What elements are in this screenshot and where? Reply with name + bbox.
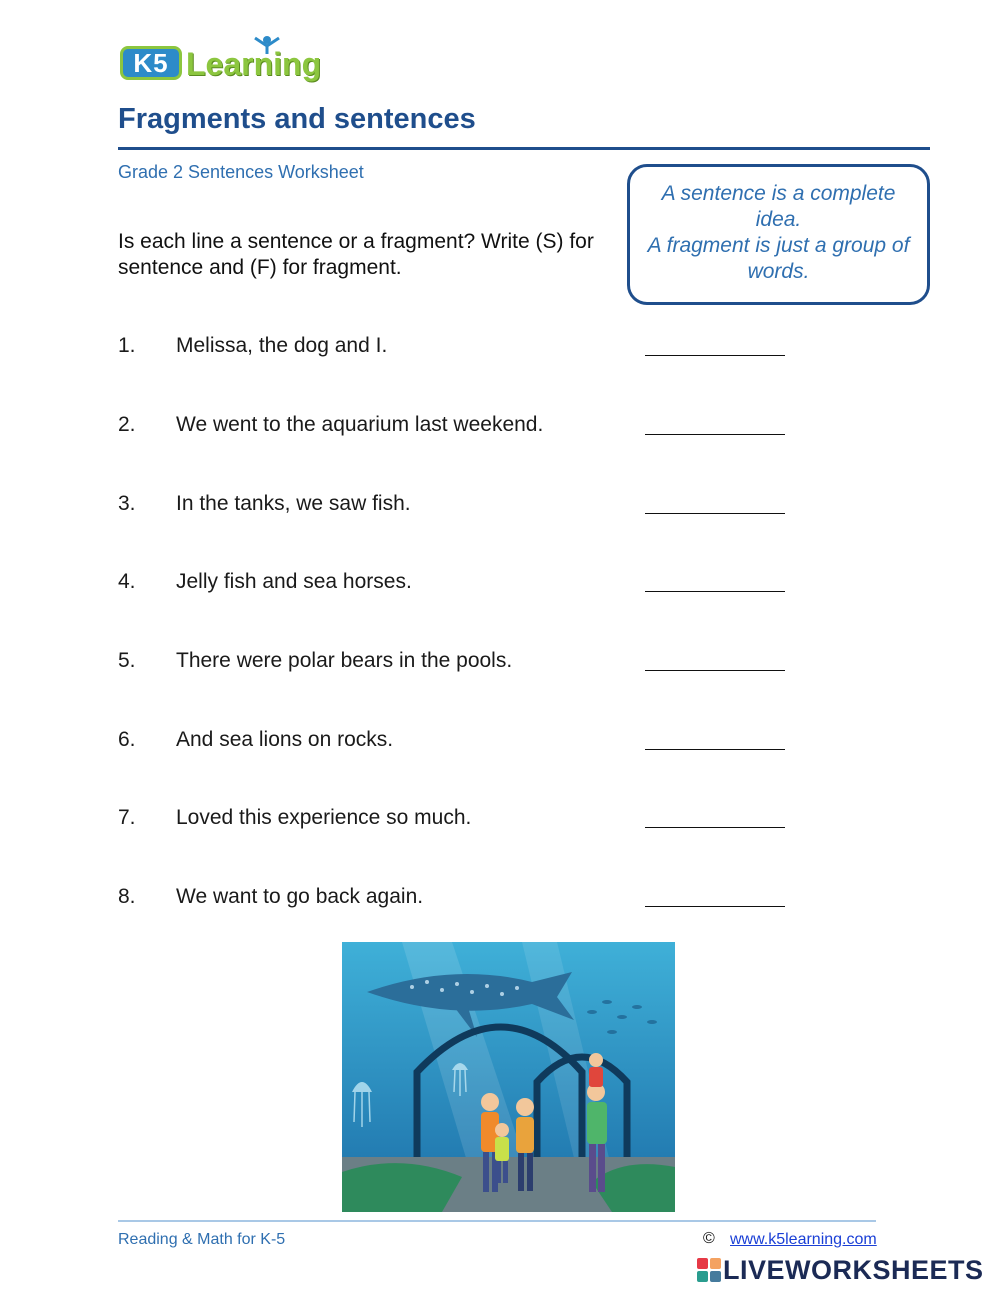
- question-row: [118, 492, 818, 522]
- question-number: 8.: [118, 885, 136, 908]
- definition-callout: [627, 164, 930, 305]
- answer-blank[interactable]: [645, 906, 785, 907]
- question-text: Loved this experience so much.: [176, 806, 472, 829]
- instructions: Is each line a sentence or a fragment? Write (S) for sentence and (F) for fragment.: [118, 230, 594, 279]
- question-row: [118, 728, 818, 758]
- question-number: 2.: [118, 413, 136, 436]
- question-row: [118, 885, 818, 915]
- question-text: There were polar bears in the pools.: [176, 649, 513, 672]
- answer-blank[interactable]: [645, 434, 785, 435]
- answer-blank[interactable]: [645, 513, 785, 514]
- page-title: Fragments and sentences: [118, 103, 476, 135]
- footer-tagline: Reading & Math for K-5: [118, 1231, 286, 1248]
- question-number: 1.: [118, 334, 136, 357]
- answer-blank[interactable]: [645, 591, 785, 592]
- question-text: In the tanks, we saw fish.: [176, 492, 411, 515]
- callout-line-fragment: A fragment is just a group of words.: [647, 234, 910, 283]
- answer-blank[interactable]: [645, 355, 785, 356]
- copyright-symbol: ©: [703, 1230, 715, 1247]
- worksheet-subtitle: Grade 2 Sentences Worksheet: [118, 162, 364, 182]
- title-divider: [118, 147, 930, 150]
- question-row: [118, 334, 818, 364]
- question-number: 3.: [118, 492, 136, 515]
- question-row: [118, 649, 818, 679]
- question-row: [118, 806, 818, 836]
- question-row: [118, 413, 818, 443]
- liveworksheets-wordmark: LIVEWORKSHEETS: [723, 1255, 984, 1285]
- question-text: And sea lions on rocks.: [176, 728, 394, 751]
- question-text: Melissa, the dog and I.: [176, 334, 388, 357]
- question-text: Jelly fish and sea horses.: [176, 570, 412, 593]
- logo-word: Learning: [186, 46, 322, 82]
- k5-learning-logo: [120, 38, 335, 90]
- liveworksheets-watermark: [697, 1255, 997, 1285]
- answer-blank[interactable]: [645, 749, 785, 750]
- answer-blank[interactable]: [645, 827, 785, 828]
- question-text: We want to go back again.: [176, 885, 424, 908]
- callout-line-sentence: A sentence is a complete idea.: [661, 182, 896, 231]
- question-number: 4.: [118, 570, 136, 593]
- logo-badge: K5: [120, 46, 182, 80]
- question-text: We went to the aquarium last weekend.: [176, 413, 544, 436]
- question-number: 5.: [118, 649, 136, 672]
- footer-divider: [118, 1220, 876, 1222]
- answer-blank[interactable]: [645, 670, 785, 671]
- aquarium-illustration: [342, 942, 675, 1212]
- question-number: 7.: [118, 806, 136, 829]
- question-number: 6.: [118, 728, 136, 751]
- question-row: [118, 570, 818, 600]
- logo-figure-icon: [252, 34, 282, 56]
- liveworksheets-logo-icon: [697, 1258, 721, 1282]
- k5learning-link[interactable]: www.k5learning.com: [730, 1231, 877, 1248]
